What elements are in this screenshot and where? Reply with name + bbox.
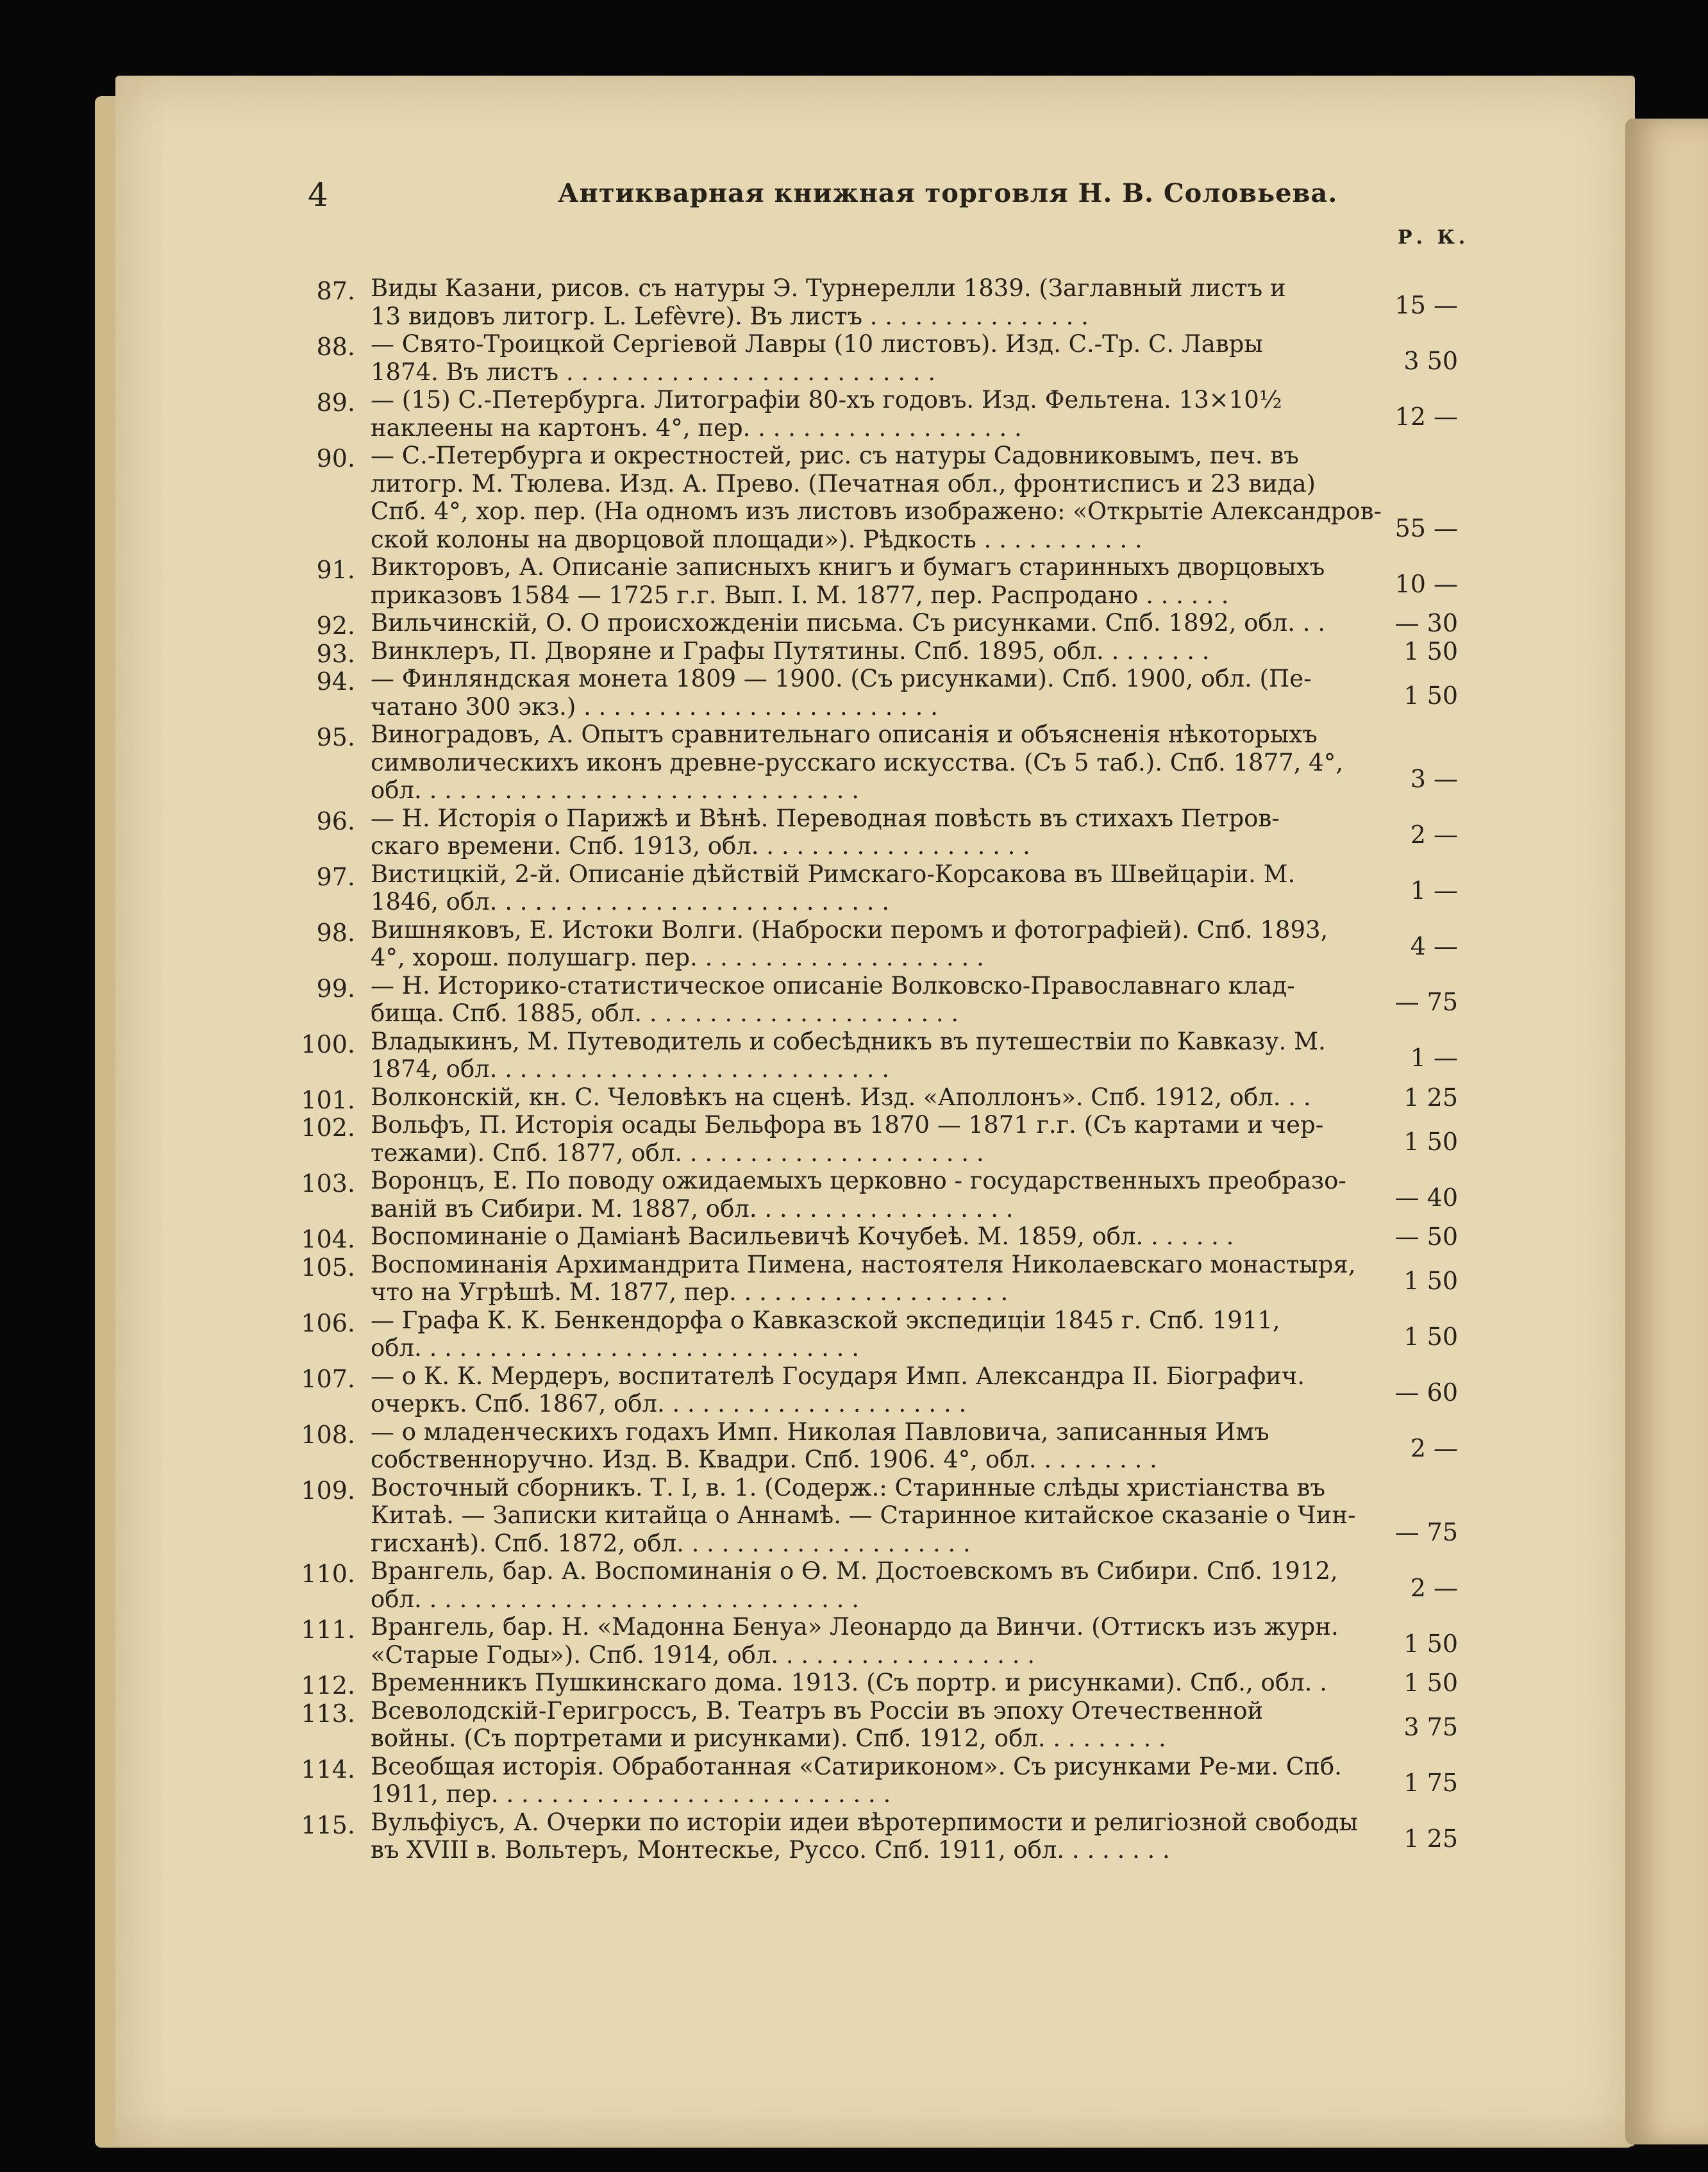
entry-number: 91.	[316, 556, 355, 584]
entry-number: 109.	[301, 1476, 355, 1505]
entry-text-line: 1846, обл. . . . . . . . . . . . . . . . . . . . . . . . . . .	[371, 888, 890, 915]
entry-price: 3 —	[1410, 765, 1458, 793]
entry-text-line: Воспоминаніе о Даміанѣ Васильевичѣ Кочубеѣ. М. 1859, обл. . . . . . .	[371, 1223, 1234, 1250]
entry-number: 95.	[316, 723, 355, 751]
entry-text-line: — С.-Петербурга и окрестностей, рис. съ натуры Садовниковымъ, печ. въ	[371, 442, 1299, 469]
entry-text-line: скаго времени. Спб. 1913, обл. . . . . . . . . . . . . . . . . . .	[371, 832, 1030, 860]
entry-text-line: Владыкинъ, М. Путеводитель и собесѣдникъ въ путешествіи по Кавказу. М.	[371, 1027, 1326, 1055]
running-title: Антикварная книжная торговля Н. В. Соловьева.	[558, 178, 1338, 208]
entry-text-line: 13 видовъ литогр. L. Lefèvre). Въ листъ . . . . . . . . . . . . . . .	[371, 302, 1089, 330]
entry-text-line: Волконскій, кн. С. Человѣкъ на сценѣ. Изд. «Аполлонъ». Спб. 1912, обл. . .	[371, 1083, 1311, 1111]
entry-text-line: войны. (Съ портретами и рисунками). Спб. 1912, обл. . . . . . . . .	[371, 1725, 1166, 1752]
entry-number: 102.	[301, 1114, 355, 1142]
entry-text-line: что на Угрѣшѣ. М. 1877, пер. . . . . . . . . . . . . . . . . . .	[371, 1278, 1009, 1306]
entry-price: — 60	[1394, 1378, 1458, 1407]
entry-number: 98.	[316, 918, 355, 947]
entry-number: 94.	[316, 667, 355, 696]
entry-number: 104.	[301, 1225, 355, 1253]
entry-price: — 75	[1394, 1517, 1458, 1546]
entry-text-line: 1874. Въ листъ . . . . . . . . . . . . . . . . . . . . . . . . .	[371, 358, 936, 386]
entry-text-line: Всеволодскій-Геригроссъ, В. Театръ въ Россіи въ эпоху Отечественной	[371, 1696, 1264, 1725]
entry-text-line: Воспоминанія Архимандрита Пимена, настоятеля Николаевскаго монастыря,	[371, 1250, 1356, 1278]
entry-number: 99.	[316, 974, 355, 1003]
entry-price: — 30	[1394, 609, 1458, 637]
entry-number: 97.	[316, 862, 355, 891]
entry-text-line: бища. Спб. 1885, обл. . . . . . . . . . . . . . . . . . . . . .	[371, 999, 959, 1027]
entry-text-line: Воронцъ, Е. По поводу ожидаемыхъ церковно - государственныхъ преобразо-	[371, 1167, 1346, 1194]
entry-text-line: Временникъ Пушкинскаго дома. 1913. (Съ портр. и рисунками). Спб., обл. .	[371, 1669, 1327, 1696]
entry-text-line: очеркъ. Спб. 1867, обл. . . . . . . . . . . . . . . . . . . . .	[371, 1390, 967, 1417]
entry-text-line: обл. . . . . . . . . . . . . . . . . . . . . . . . . . . . . .	[371, 1334, 859, 1362]
entry-number: 89.	[316, 388, 355, 417]
entry-number: 92.	[316, 612, 355, 640]
entry-number: 111.	[301, 1616, 355, 1644]
entry-number: 87.	[316, 277, 355, 305]
entry-text-line: Вишняковъ, Е. Истоки Волги. (Наброски перомъ и фотографіей). Спб. 1893,	[371, 915, 1328, 944]
page-number: 4	[308, 176, 328, 213]
entry-text-line: — о младенческихъ годахъ Имп. Николая Павловича, записанныя Имъ	[371, 1417, 1269, 1446]
entry-price: 3 75	[1403, 1713, 1458, 1741]
entry-price: 2 —	[1410, 1434, 1458, 1462]
entry-price: 1 50	[1403, 1669, 1458, 1697]
entry-text-line: 1911, пер. . . . . . . . . . . . . . . . . . . . . . . . . . .	[371, 1780, 891, 1808]
entry-number: 103.	[301, 1169, 355, 1198]
entry-text-line: 1874, обл. . . . . . . . . . . . . . . . . . . . . . . . . . .	[371, 1055, 890, 1083]
entry-price: 4 —	[1410, 932, 1458, 960]
entry-text-line: 4°, хорош. полушагр. пер. . . . . . . . . . . . . . . . . . . .	[371, 944, 984, 971]
entry-price: — 40	[1394, 1183, 1458, 1212]
entry-number: 114.	[301, 1755, 355, 1784]
entry-number: 112.	[301, 1671, 355, 1700]
entry-number: 101.	[301, 1085, 355, 1114]
entry-text-line: приказовъ 1584 — 1725 г.г. Вып. I. М. 1877, пер. Распродано . . . . . .	[371, 581, 1229, 609]
entry-price: 1 50	[1403, 1127, 1458, 1156]
entry-price: 12 —	[1394, 402, 1458, 431]
entry-text-line: тежами). Спб. 1877, обл. . . . . . . . . . . . . . . . . . . . .	[371, 1139, 984, 1167]
entry-text-line: — Финляндская монета 1809 — 1900. (Съ рисунками). Спб. 1900, обл. (Пе-	[371, 665, 1312, 692]
entry-number: 100.	[301, 1030, 355, 1058]
entry-text-line: Винклеръ, П. Дворяне и Графы Путятины. Спб. 1895, обл. . . . . . . .	[371, 637, 1210, 665]
entry-text-line: гисханѣ). Спб. 1872, обл. . . . . . . . . . . . . . . . . . . .	[371, 1529, 971, 1557]
entry-text-line: Китаѣ. — Записки китайца о Аннамѣ. — Старинное китайское сказаніе о Чин-	[371, 1501, 1356, 1529]
entry-text-line: Спб. 4°, хор. пер. (На одномъ изъ листовъ изображено: «Открытіе Александров-	[371, 497, 1382, 525]
entry-number: 113.	[301, 1699, 355, 1728]
entry-price: 3 50	[1403, 346, 1458, 375]
entry-number: 110.	[301, 1560, 355, 1588]
entry-text-line: Вистицкій, 2-й. Описаніе дѣйствій Римскаго-Корсакова въ Швейцаріи. М.	[371, 860, 1296, 888]
entry-price: 1 50	[1403, 681, 1458, 710]
entry-text-line: — Графа К. К. Бенкендорфа о Кавказской экспедиціи 1845 г. Спб. 1911,	[371, 1306, 1280, 1334]
entry-text-line: Врангель, бар. Н. «Мадонна Бенуа» Леонардо да Винчи. (Оттискъ изъ журн.	[371, 1613, 1339, 1641]
entry-text-line: Виды Казани, рисов. съ натуры Э. Турнерелли 1839. (Заглавный листъ и	[371, 274, 1286, 302]
entry-number: 96.	[316, 806, 355, 835]
entry-text-line: — Н. Историко-статистическое описаніе Волковско-Православнаго клад-	[371, 971, 1295, 999]
entry-number: 107.	[301, 1364, 355, 1393]
entry-price: 1 25	[1403, 1825, 1458, 1853]
entry-number: 115.	[301, 1810, 355, 1839]
entry-price: 1 50	[1403, 637, 1458, 665]
entry-text-line: Виноградовъ, А. Опытъ сравнительнаго описанія и объясненія нѣкоторыхъ	[371, 721, 1318, 748]
entry-text-line: символическихъ иконъ древне-русскаго искусства. (Съ 5 таб.). Спб. 1877, 4°,	[371, 748, 1343, 776]
entry-text-line: обл. . . . . . . . . . . . . . . . . . . . . . . . . . . . . .	[371, 776, 859, 804]
entry-text-line: Вильчинскій, О. О происхожденіи письма. Съ рисунками. Спб. 1892, обл. . .	[371, 609, 1325, 637]
entry-price: 1 50	[1403, 1629, 1458, 1658]
entry-price: 1 25	[1403, 1083, 1458, 1112]
entry-price: — 75	[1394, 988, 1458, 1016]
entry-text-line: «Старые Годы»). Спб. 1914, обл. . . . . . . . . . . . . . . . . .	[371, 1641, 1035, 1669]
entry-price: — 50	[1394, 1223, 1458, 1251]
entry-text-line: литогр. М. Тюлева. Изд. А. Прево. (Печатная обл., фронтисписъ и 23 вида)	[371, 469, 1316, 497]
entry-text-line: Викторовъ, А. Описаніе записныхъ книгъ и бумагъ старинныхъ дворцовыхъ	[371, 553, 1325, 581]
entry-text-line: Восточный сборникъ. Т. I, в. 1. (Содерж.: Старинные слѣды христіанства въ	[371, 1473, 1325, 1501]
entry-text-line: Врангель, бар. А. Воспоминанія о Ѳ. М. Достоевскомъ въ Сибири. Спб. 1912,	[371, 1557, 1338, 1585]
entry-price: 1 —	[1410, 1044, 1458, 1072]
entry-price: 1 75	[1403, 1769, 1458, 1797]
entry-price: 2 —	[1410, 1573, 1458, 1602]
entry-price: 2 —	[1410, 821, 1458, 849]
entry-text-line: обл. . . . . . . . . . . . . . . . . . . . . . . . . . . . . .	[371, 1585, 859, 1613]
entry-price: 1 —	[1410, 876, 1458, 905]
entry-text-line: Всеобщая исторія. Обработанная «Сатириконом». Съ рисунками Ре-ми. Спб.	[371, 1752, 1342, 1780]
entry-text-line: ваній въ Сибири. М. 1887, обл. . . . . . . . . . . . . . . . . .	[371, 1194, 1014, 1223]
entry-text-line: Вольфъ, П. Исторія осады Бельфора въ 1870 — 1871 г.г. (Съ картами и чер-	[371, 1111, 1324, 1139]
entry-text-line: собственноручно. Изд. В. Квадри. Спб. 1906. 4°, обл. . . . . . . . .	[371, 1446, 1157, 1473]
entry-text-line: — Свято-Троицкой Сергіевой Лавры (10 листовъ). Изд. С.-Тр. С. Лавры	[371, 330, 1263, 358]
entry-text-line: Вульфіусъ, А. Очерки по исторіи идеи вѣротерпимости и религіозной свободы	[371, 1808, 1358, 1836]
entry-text-line: — о К. К. Мердеръ, воспитателѣ Государя Имп. Александра II. Біографич.	[371, 1362, 1305, 1390]
entry-number: 106.	[301, 1308, 355, 1337]
entry-text-line: — (15) С.-Петербурга. Литографіи 80-хъ годовъ. Изд. Фельтена. 13×10½	[371, 386, 1282, 414]
price-column-header: Р. К.	[1398, 226, 1469, 249]
entry-price: 55 —	[1394, 514, 1458, 542]
facing-page-edge	[1625, 119, 1708, 2144]
entry-price: 1 50	[1403, 1323, 1458, 1351]
entry-text-line: — Н. Исторія о Парижѣ и Вѣнѣ. Переводная повѣсть въ стихахъ Петров-	[371, 804, 1280, 832]
entry-price: 15 —	[1394, 290, 1458, 319]
entry-number: 90.	[316, 444, 355, 472]
entry-text-line: ской колоны на дворцовой площади»). Рѣдкость . . . . . . . . . . .	[371, 525, 1143, 553]
entry-text-line: чатано 300 экз.) . . . . . . . . . . . . . . . . . . . . . . . .	[371, 692, 938, 721]
entry-number: 108.	[301, 1420, 355, 1449]
entry-price: 10 —	[1394, 569, 1458, 598]
entry-number: 88.	[316, 333, 355, 361]
entry-number: 105.	[301, 1253, 355, 1282]
entry-number: 93.	[316, 639, 355, 668]
entry-price: 1 50	[1403, 1267, 1458, 1295]
entry-text-line: въ XVIII в. Вольтеръ, Монтескье, Руссо. Спб. 1911, обл. . . . . . . .	[371, 1836, 1170, 1864]
entry-text-line: наклеены на картонъ. 4°, пер. . . . . . . . . . . . . . . . . . .	[371, 414, 1022, 442]
